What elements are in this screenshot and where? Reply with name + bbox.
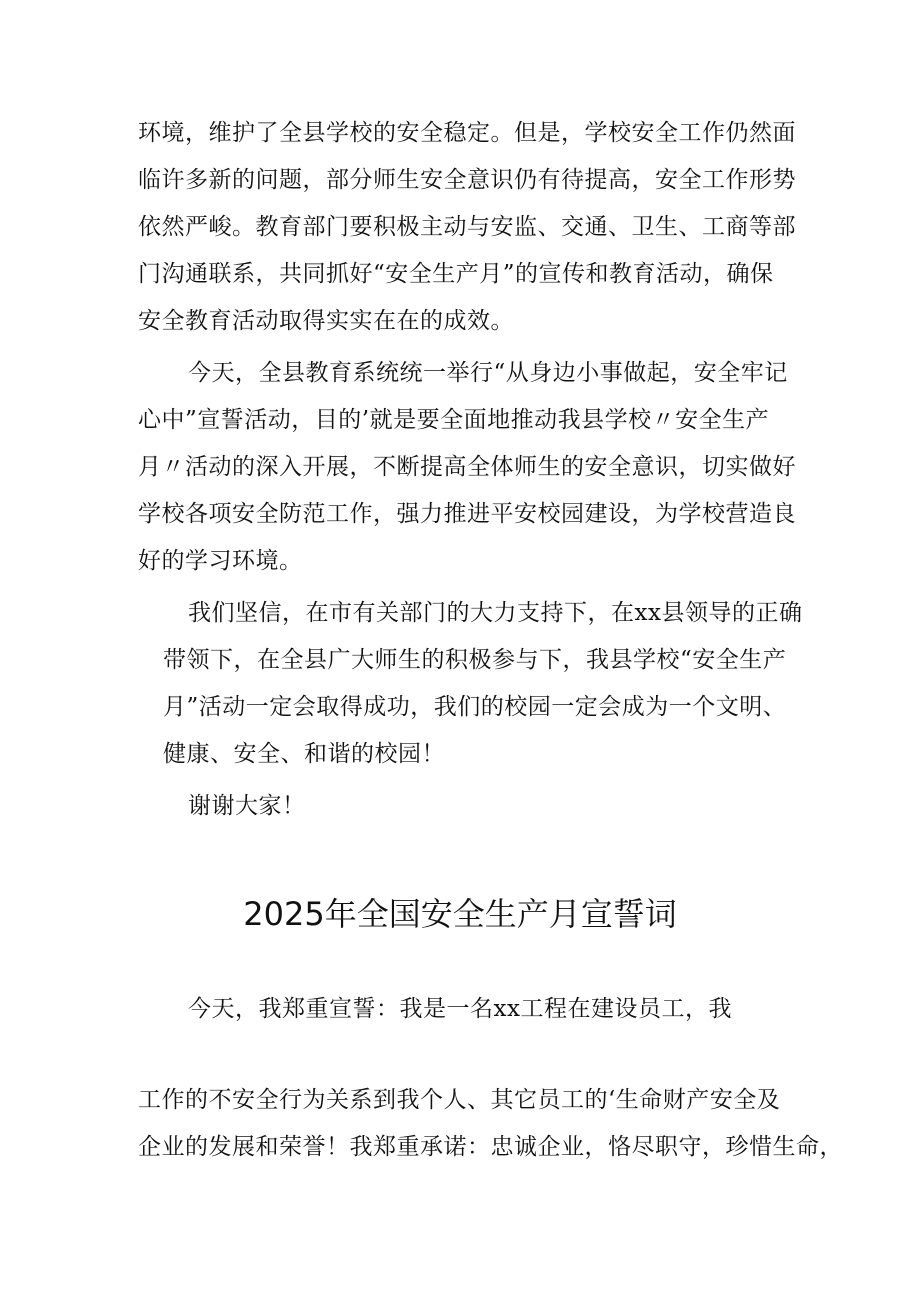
paragraph-3-line-1: 我们坚信，在市有关部门的大力支持下，在xx县领导的正确 [188,600,803,626]
paragraph-1-line-4: 门沟通联系，共同抓好“安全生产月”的宣传和教育活动，确保 [138,261,774,287]
paragraph-3-line-3: 月”活动一定会取得成功，我们的校园一定会成为一个文明、 [163,694,787,720]
oath-intro-line: 今天，我郑重宣誓：我是一名xx工程在建设员工，我 [188,996,732,1022]
paragraph-4-line-1: 工作的不安全行为关系到我个人、其它员工的‘生命财产安全及 [138,1087,781,1113]
paragraph-2-line-3: 月〃活动的深入开展，不断提高全体师生的安全意识，切实做好 [138,454,796,480]
paragraph-1-line-2: 临许多新的问题，部分师生安全意识仍有待提高，安全工作形势 [138,167,796,193]
closing-line: 谢谢大家！ [188,793,306,819]
paragraph-2-line-1: 今天，全县教育系统统一举行“从身边小事做起，安全牢记 [188,360,788,386]
paragraph-1-line-5: 安全教育活动取得实实在在的成效。 [138,308,514,334]
paragraph-4-line-2: 企业的发展和荣誉！我郑重承诺：忠诚企业，恪尽职守，珍惜生命， [138,1134,843,1160]
paragraph-3-line-2: 带领下，在全县广大师生的积极参与下，我县学校“安全生产 [163,647,787,673]
paragraph-1-line-1: 环境，维护了全县学校的安全稳定。但是，学校安全工作仍然面 [138,120,796,146]
paragraph-3-line-4: 健康、安全、和谐的校园！ [163,741,445,767]
document-title: 2025年全国安全生产月宣誓词 [243,895,677,933]
paragraph-2-line-2: 心中”宣誓活动，目的’就是要全面地推动我县学校〃安全生产 [138,407,770,433]
paragraph-2-line-4: 学校各项安全防范工作，强力推进平安校园建设，为学校营造良 [138,501,796,527]
paragraph-2-line-5: 好的学习环境。 [138,548,303,574]
paragraph-1-line-3: 依然严峻。教育部门要积极主动与安监、交通、卫生、工商等部 [138,214,796,240]
